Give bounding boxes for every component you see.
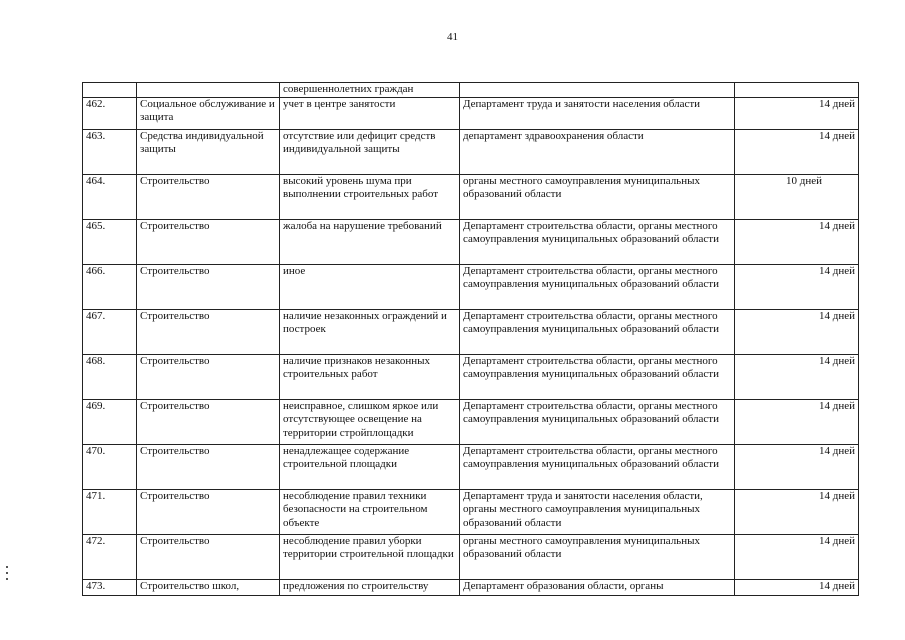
- issue-cell: наличие признаков незаконных строительных работ: [280, 354, 460, 399]
- category-cell: Строительство: [137, 309, 280, 354]
- term-cell: 14 дней: [735, 534, 859, 579]
- department-cell: Департамент труда и занятости населения области, органы местного самоуправления муниципальных образований области: [460, 489, 735, 534]
- scan-mark: [6, 566, 8, 568]
- term-cell: 14 дней: [735, 97, 859, 129]
- num-cell: 465.: [83, 219, 137, 264]
- term-cell: 14 дней: [735, 309, 859, 354]
- table-row: [83, 264, 859, 309]
- term-cell: 14 дней: [735, 354, 859, 399]
- num-cell: 469.: [83, 399, 137, 444]
- issue-cell: жалоба на нарушение требований: [280, 219, 460, 264]
- issue-cell: высокий уровень шума при выполнении строительных работ: [280, 174, 460, 219]
- term-cell: 14 дней: [735, 444, 859, 489]
- scan-mark: [6, 578, 8, 580]
- issue-cell: неисправное, слишком яркое или отсутствующее освещение на территории стройплощадки: [280, 399, 460, 444]
- department-cell: департамент здравоохранения области: [460, 129, 735, 174]
- category-cell: Строительство школ,: [137, 579, 280, 595]
- department-cell: органы местного самоуправления муниципальных образований области: [460, 174, 735, 219]
- term-cell: [735, 83, 859, 98]
- issue-cell: ненадлежащее содержание строительной площадки: [280, 444, 460, 489]
- category-cell: Социальное обслуживание и защита: [137, 97, 280, 129]
- num-cell: 468.: [83, 354, 137, 399]
- department-cell: Департамент образования области, органы: [460, 579, 735, 595]
- term-cell: 14 дней: [735, 579, 859, 595]
- issue-cell: наличие незаконных ограждений и построек: [280, 309, 460, 354]
- category-cell: Строительство: [137, 444, 280, 489]
- department-cell: органы местного самоуправления муниципальных образований области: [460, 534, 735, 579]
- table-row-continued: [83, 83, 859, 98]
- num-cell: 470.: [83, 444, 137, 489]
- issue-cell: отсутствие или дефицит средств индивидуальной защиты: [280, 129, 460, 174]
- department-cell: Департамент труда и занятости населения области: [460, 97, 735, 129]
- category-cell: Строительство: [137, 264, 280, 309]
- category-cell: Средства индивидуальной защиты: [137, 129, 280, 174]
- department-cell: Департамент строительства области, органы местного самоуправления муниципальных образований области: [460, 354, 735, 399]
- category-cell: Строительство: [137, 354, 280, 399]
- num-cell: 471.: [83, 489, 137, 534]
- term-cell: 14 дней: [735, 264, 859, 309]
- issue-cell: несоблюдение правил техники безопасности на строительном объекте: [280, 489, 460, 534]
- department-cell: Департамент строительства области, органы местного самоуправления муниципальных образований области: [460, 309, 735, 354]
- num-cell: 463.: [83, 129, 137, 174]
- term-cell: 14 дней: [735, 489, 859, 534]
- num-cell: 466.: [83, 264, 137, 309]
- table-row: [83, 399, 859, 444]
- table-row: [83, 444, 859, 489]
- table-row: [83, 489, 859, 534]
- table-row: [83, 174, 859, 219]
- category-cell: Строительство: [137, 174, 280, 219]
- issue-cell: совершеннолетних граждан: [280, 83, 460, 98]
- department-cell: Департамент строительства области, органы местного самоуправления муниципальных образований области: [460, 219, 735, 264]
- table-row: [83, 129, 859, 174]
- num-cell: [83, 83, 137, 98]
- table-row: [83, 579, 859, 595]
- table-row: [83, 309, 859, 354]
- num-cell: 464.: [83, 174, 137, 219]
- category-cell: Строительство: [137, 219, 280, 264]
- issue-cell: предложения по строительству: [280, 579, 460, 595]
- term-cell: 14 дней: [735, 399, 859, 444]
- department-cell: Департамент строительства области, органы местного самоуправления муниципальных образований области: [460, 264, 735, 309]
- num-cell: 473.: [83, 579, 137, 595]
- table-row: [83, 534, 859, 579]
- category-cell: Строительство: [137, 399, 280, 444]
- table-row: [83, 354, 859, 399]
- num-cell: 472.: [83, 534, 137, 579]
- term-cell: 14 дней: [735, 219, 859, 264]
- department-cell: Департамент строительства области, органы местного самоуправления муниципальных образований области: [460, 399, 735, 444]
- category-cell: [137, 83, 280, 98]
- issue-cell: иное: [280, 264, 460, 309]
- category-cell: Строительство: [137, 489, 280, 534]
- scan-mark: [6, 572, 8, 574]
- page-number: 41: [447, 31, 458, 43]
- department-cell: [460, 83, 735, 98]
- num-cell: 467.: [83, 309, 137, 354]
- issue-cell: несоблюдение правил уборки территории строительной площадки: [280, 534, 460, 579]
- department-cell: Департамент строительства области, органы местного самоуправления муниципальных образований области: [460, 444, 735, 489]
- term-cell: 10 дней: [735, 174, 859, 219]
- issue-cell: учет в центре занятости: [280, 97, 460, 129]
- document-table: [82, 82, 859, 596]
- term-cell: 14 дней: [735, 129, 859, 174]
- num-cell: 462.: [83, 97, 137, 129]
- table-row: [83, 219, 859, 264]
- category-cell: Строительство: [137, 534, 280, 579]
- table-row: [83, 97, 859, 129]
